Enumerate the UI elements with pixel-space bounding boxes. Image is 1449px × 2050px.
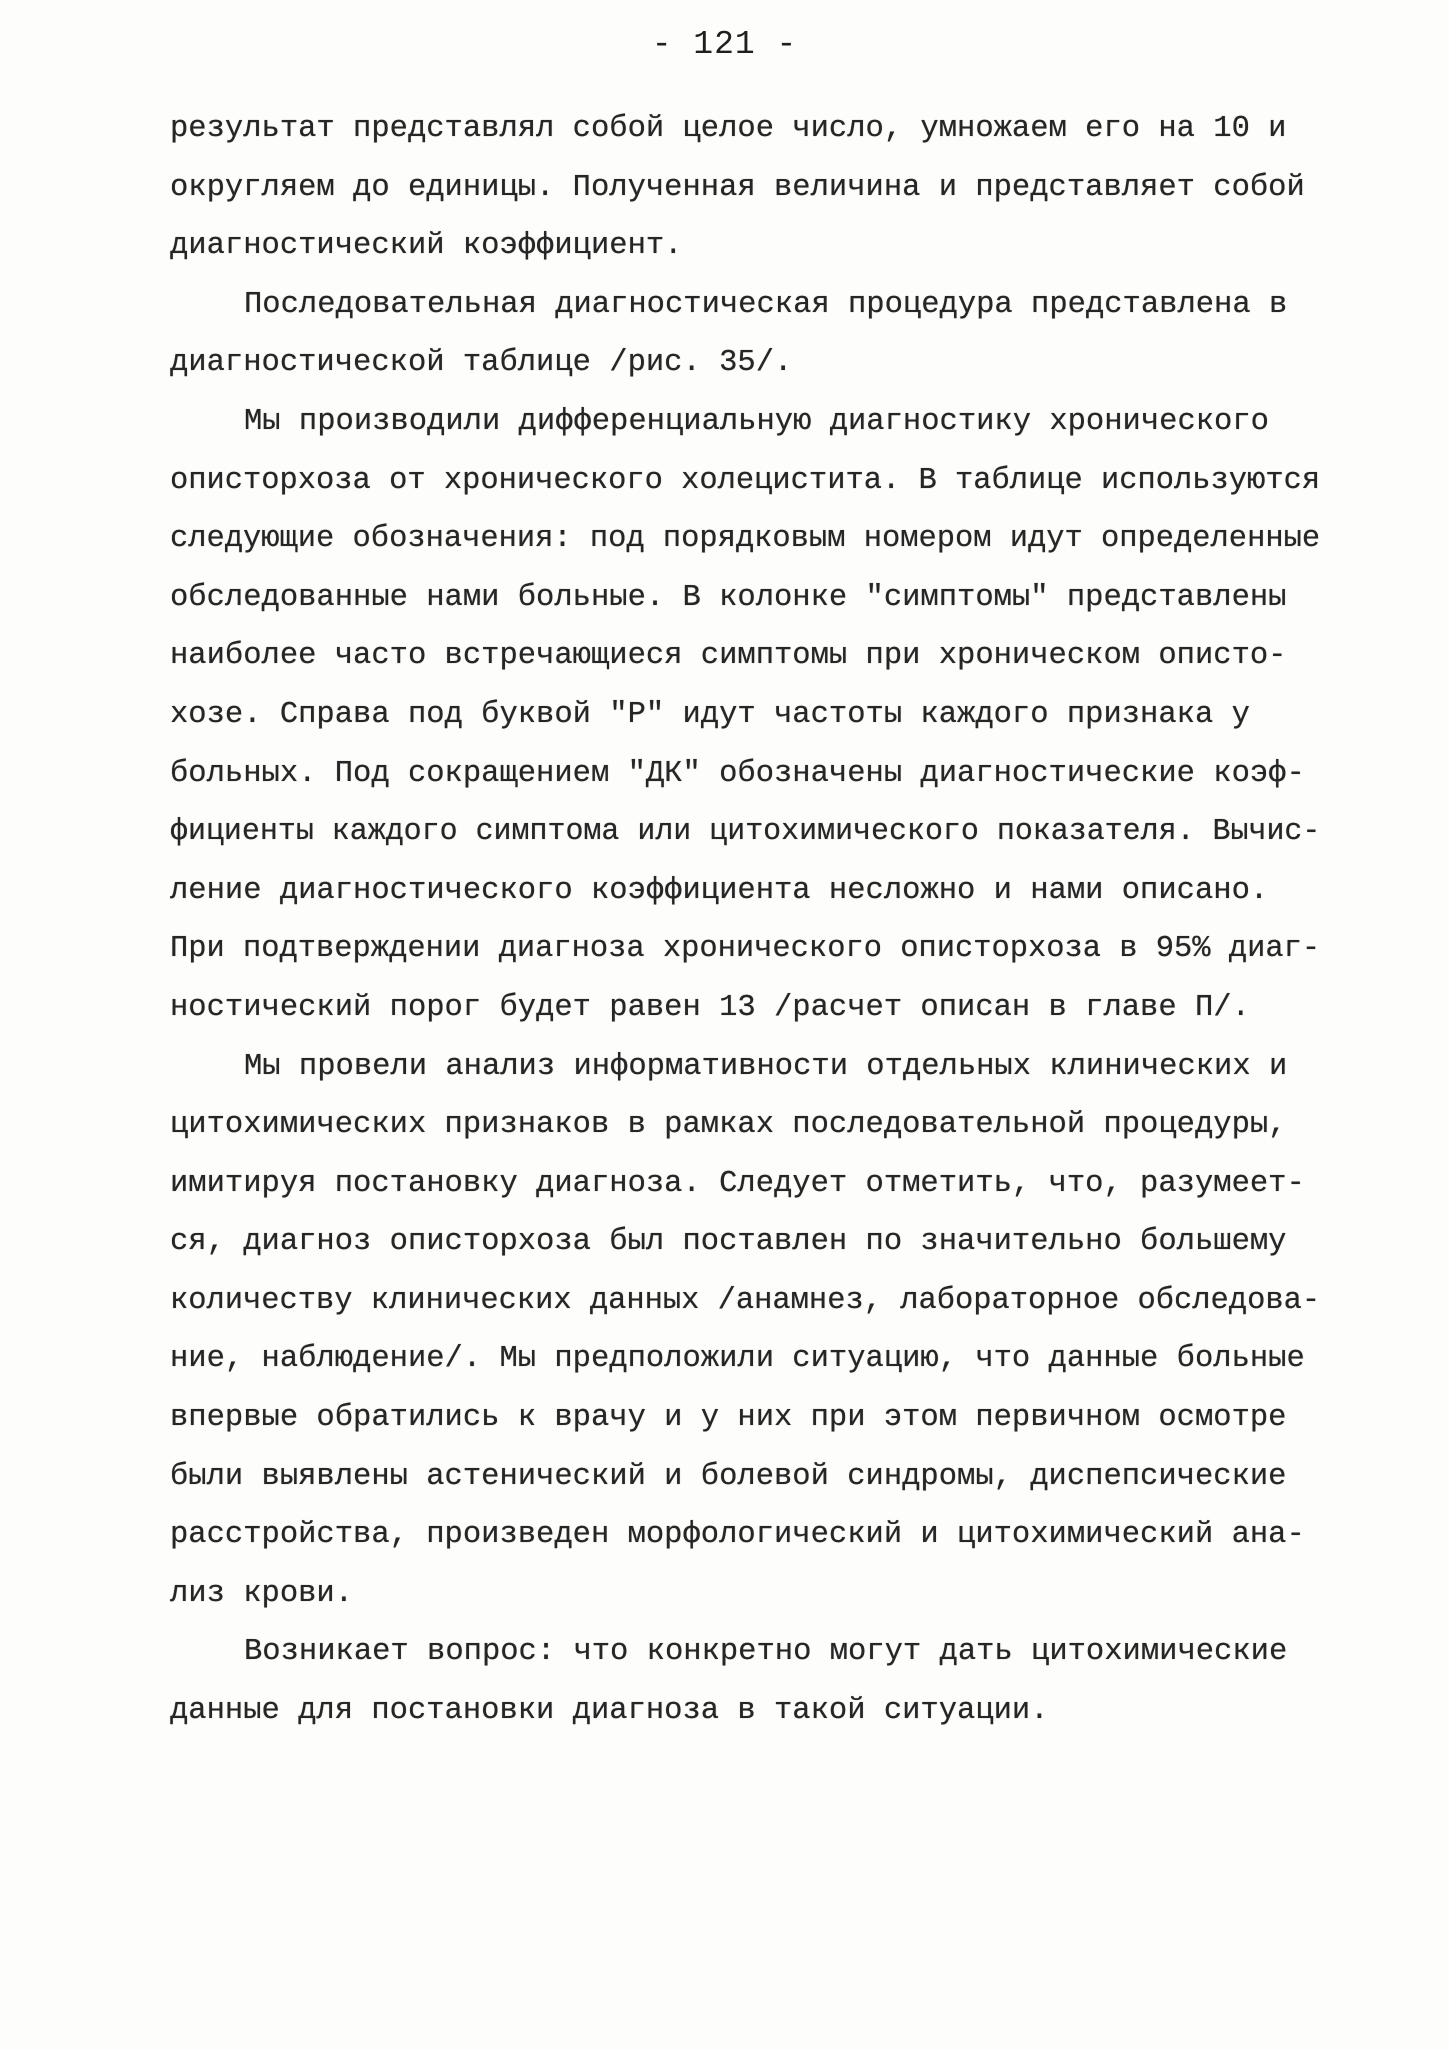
text-line: Мы провели анализ информативности отдельных клинических и [244, 1049, 1288, 1084]
text-line: результат представлял собой целое число, умножаем его на 10 и [170, 112, 1287, 146]
text-line: описторхоза от хронического холецистита. В таблице используются [170, 463, 1321, 498]
text-line: были выявлены астенический и болевой синдромы, диспепсические [170, 1459, 1287, 1494]
text-line: Последовательная диагностическая процедура представлена в [244, 287, 1288, 322]
text-line: лиз крови. [170, 1576, 354, 1611]
text-line: количеству клинических данных /анамнез, лабораторное обследова- [170, 1283, 1321, 1318]
text-line: имитируя постановку диагноза. Следует отметить, что, разумеет- [170, 1166, 1305, 1201]
text-line: При подтверждении диагноза хронического описторхоза в 95% диаг- [170, 932, 1321, 967]
text-line: ние, наблюдение/. Мы предположили ситуацию, что данные больные [170, 1342, 1305, 1377]
text-line: диагностической таблице /рис. 35/. [170, 346, 793, 381]
text-line: ностический порог будет равен 13 /расчет описан в главе П/. [170, 990, 1250, 1025]
text-line: цитохимических признаков в рамках последовательной процедуры, [170, 1108, 1287, 1143]
text-line: фициенты каждого симптома или цитохимического показателя. Вычис- [170, 815, 1321, 850]
text-line: наиболее часто встречающиеся симптомы при хроническом описто- [170, 639, 1287, 674]
text-line: следующие обозначения: под порядковым номером идут определенные [170, 522, 1321, 557]
page-number: - 121 - [651, 26, 798, 63]
text-line: больных. Под сокращением "ДК" обозначены диагностические коэф- [170, 756, 1305, 791]
text-line: хозе. Справа под буквой "Р" идут частоты каждого признака у [170, 697, 1250, 732]
body-text [170, 100, 1320, 1741]
text-line: впервые обратились к врачу и у них при этом первичном осмотре [170, 1401, 1287, 1436]
text-line: Возникает вопрос: что конкретно могут дать цитохимические [244, 1635, 1288, 1670]
text-line: ление диагностического коэффициента несложно и нами описано. [170, 873, 1269, 908]
text-line: Мы производили дифференциальную диагностику хронического [244, 404, 1269, 439]
text-line: расстройства, произведен морфологический и цитохимический ана- [170, 1518, 1305, 1553]
text-line: диагностический коэффициент. [170, 229, 683, 264]
text-line: данные для постановки диагноза в такой ситуации. [170, 1694, 1049, 1729]
text-line: обследованные нами больные. В колонке "симптомы" представлены [170, 580, 1287, 615]
text-line: округляем до единицы. Полученная величина и представляет собой [170, 170, 1305, 205]
text-line: ся, диагноз описторхоза был поставлен по значительно большему [170, 1225, 1287, 1260]
